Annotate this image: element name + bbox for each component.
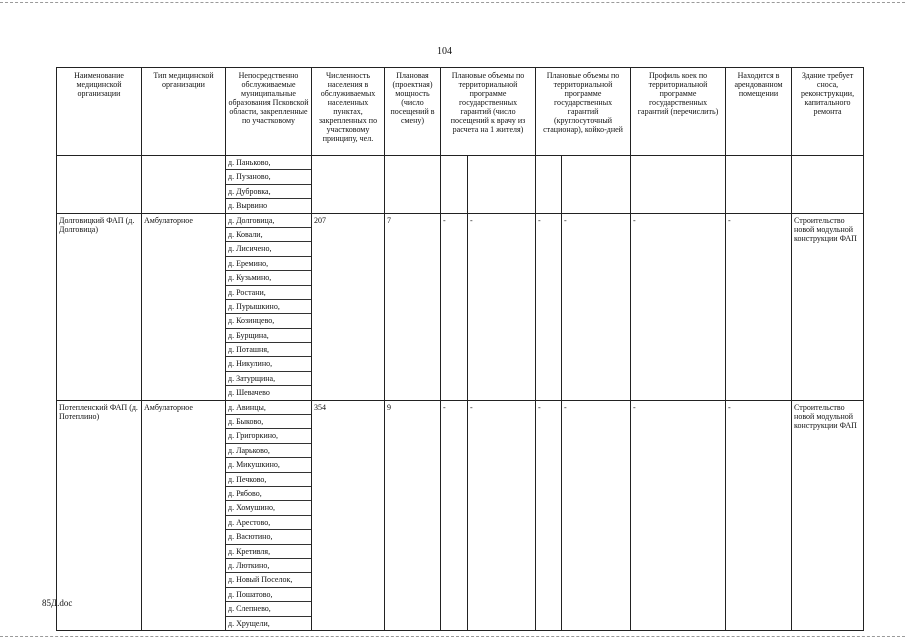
village-line: д. Печково, [226, 473, 311, 487]
bed-days-value: - [536, 213, 562, 400]
empty-cell [441, 156, 468, 214]
village-line: д. Авинцы, [226, 401, 311, 415]
header-cell: Тип медицинской организации [142, 68, 226, 156]
village-line: д. Хомушино, [226, 501, 311, 515]
population-value: 354 [312, 400, 385, 630]
village-line: д. Рябово, [226, 487, 311, 501]
empty-cell [385, 156, 441, 214]
header-cell: Непосредственно обслуживаемые муниципальные образования Псковской области, закрепленные по участковому [226, 68, 312, 156]
village-line: д. Долговица, [226, 214, 311, 228]
village-line: д. Поташня, [226, 343, 311, 357]
header-cell: Плановая (проектная) мощность (число посещений в смену) [385, 68, 441, 156]
table-header-row [57, 68, 864, 156]
village-line: д. Вырвино [228, 201, 268, 211]
bed-profile-value: - [631, 213, 726, 400]
bed-profile-value: - [631, 400, 726, 630]
village-line: д. Затурщина, [226, 372, 311, 386]
header-cell: Профиль коек по территориальной программе государственных гарантий (перечислить) [631, 68, 726, 156]
village-line: д. Ларьково, [226, 444, 311, 458]
village-line: д. Пошатово, [226, 588, 311, 602]
villages-cell [226, 213, 312, 400]
empty-cell [792, 156, 864, 214]
page-number: 104 [437, 46, 452, 57]
village-line: д. Кретивля, [226, 545, 311, 559]
village-line: д. Новый Поселок, [226, 573, 311, 587]
village-line: д. Шевачево [228, 388, 270, 398]
village-line: д. Паньково, [226, 156, 311, 170]
visits-volume-subvalue: - [468, 400, 536, 630]
header-cell: Наименование медицинской организации [57, 68, 142, 156]
villages-cell [226, 156, 312, 214]
village-line: д. Григоркино, [226, 429, 311, 443]
header-cell: Плановые объемы по территориальной программе государственных гарантий (число посещений к врачу из расчета на 1 жителя) [441, 68, 536, 156]
empty-cell [57, 156, 142, 214]
village-line: д. Бурщина, [226, 329, 311, 343]
visits-volume-value: - [441, 400, 468, 630]
empty-cell [142, 156, 226, 214]
table-row [57, 213, 864, 400]
village-line: д. Еремино, [226, 257, 311, 271]
org-name: Потепленский ФАП (д. Потеплино) [57, 400, 142, 630]
empty-cell [726, 156, 792, 214]
empty-cell [312, 156, 385, 214]
village-line: д. Козинцево, [226, 314, 311, 328]
village-line: д. Васютино, [226, 530, 311, 544]
village-line: д. Кузьмино, [226, 271, 311, 285]
village-line: д. Арестово, [226, 516, 311, 530]
org-name: Долговицкий ФАП (д. Долговица) [57, 213, 142, 400]
document-filename: 85Д.doc [42, 598, 73, 608]
header-cell: Плановые объемы по территориальной программе государственных гарантий (круглосуточный стационар), койко-дней [536, 68, 631, 156]
table-row [57, 156, 864, 214]
empty-cell [536, 156, 562, 214]
villages-cell [226, 400, 312, 630]
table-row [57, 400, 864, 630]
bed-days-subvalue: - [562, 400, 631, 630]
village-line: д. Лисичено, [226, 242, 311, 256]
empty-cell [562, 156, 631, 214]
village-line: д. Микушкино, [226, 458, 311, 472]
capacity-value: 7 [385, 213, 441, 400]
village-line: д. Дубровка, [226, 185, 311, 199]
empty-cell [631, 156, 726, 214]
header-cell: Численность населения в обслуживаемых населенных пунктах, закрепленных по участковому принципу, чел. [312, 68, 385, 156]
village-line: д. Люткино, [226, 559, 311, 573]
village-line: д. Пурышкино, [226, 300, 311, 314]
village-line: д. Ростани, [226, 286, 311, 300]
scan-edge-bottom [0, 636, 905, 637]
scan-edge-top [0, 2, 905, 3]
header-cell: Здание требует сноса, реконструкции, капитального ремонта [792, 68, 864, 156]
village-line: д. Пузаново, [226, 170, 311, 184]
header-cell: Находится в арендованном помещении [726, 68, 792, 156]
building-status: Строительство новой модульной конструкции ФАП [792, 213, 864, 400]
leased-value: - [726, 400, 792, 630]
population-value: 207 [312, 213, 385, 400]
village-line: д. Ковали, [226, 228, 311, 242]
facilities-table [56, 67, 864, 631]
village-line: д. Быково, [226, 415, 311, 429]
org-type: Амбулаторное [142, 400, 226, 630]
village-line: д. Слепнево, [226, 602, 311, 616]
org-type: Амбулаторное [142, 213, 226, 400]
bed-days-subvalue: - [562, 213, 631, 400]
empty-cell [468, 156, 536, 214]
visits-volume-value: - [441, 213, 468, 400]
visits-volume-subvalue: - [468, 213, 536, 400]
bed-days-value: - [536, 400, 562, 630]
leased-value: - [726, 213, 792, 400]
village-line: д. Хрущели, [228, 618, 270, 628]
building-status: Строительство новой модульной конструкции ФАП [792, 400, 864, 630]
capacity-value: 9 [385, 400, 441, 630]
village-line: д. Никулино, [226, 357, 311, 371]
